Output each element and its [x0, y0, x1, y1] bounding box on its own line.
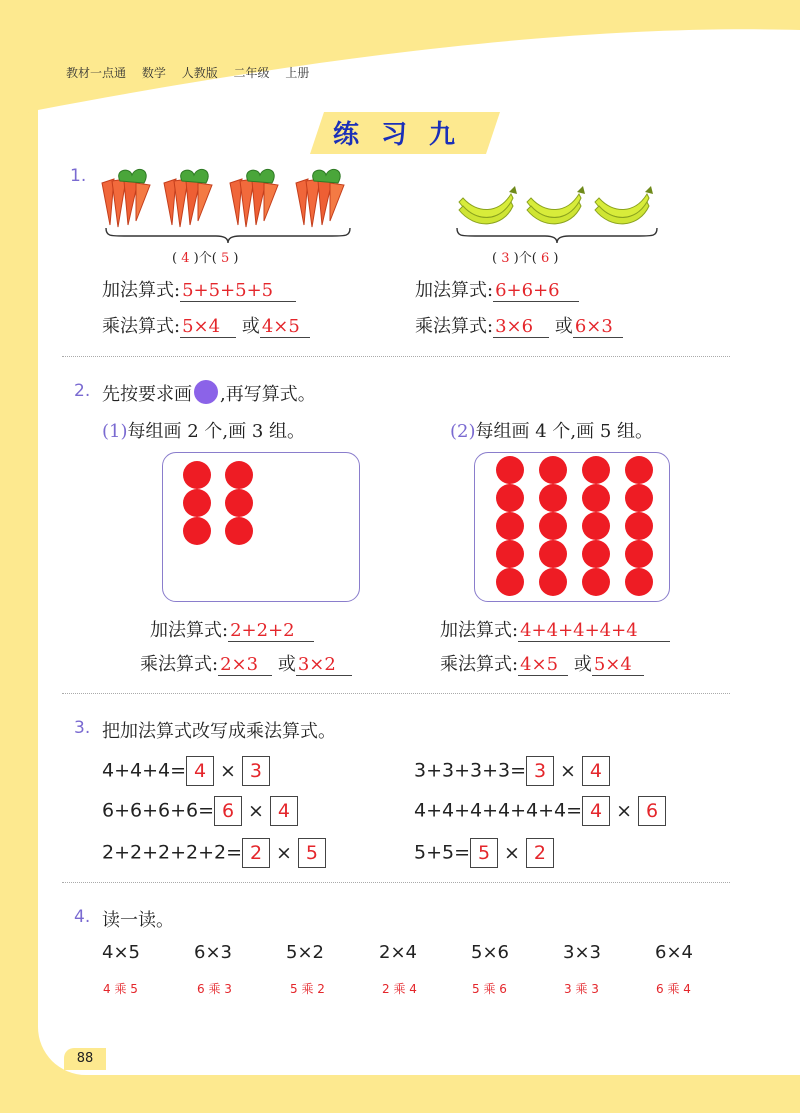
drawn-dot [183, 517, 211, 545]
drawn-dot [183, 461, 211, 489]
question-number: 3. [74, 718, 91, 738]
answer: 5×4 [180, 316, 236, 338]
answer: 6×3 [573, 316, 623, 338]
text: 每组画 4 个,画 5 组。 [475, 421, 654, 442]
subquestion-1 [102, 417, 305, 443]
header-item: 上册 [285, 66, 310, 80]
addition-expression: 5+5= [414, 841, 471, 864]
drawn-dot [582, 568, 610, 596]
answer-groups: 3 [501, 251, 510, 266]
drawn-dot [225, 517, 253, 545]
sub-number: (2) [450, 421, 476, 442]
or-text: 或 [573, 654, 592, 675]
answer: 2×3 [218, 654, 272, 676]
drawn-dot [582, 456, 610, 484]
section-divider [62, 356, 730, 357]
answer-box: 6 [638, 796, 666, 826]
paren: )个( [193, 251, 217, 266]
question-number: 4. [74, 907, 91, 927]
multiplication-expression: 5×6 [471, 942, 509, 963]
banana-bunch-icon [455, 180, 665, 230]
drawn-dot [625, 512, 653, 540]
drawn-dot [539, 484, 567, 512]
drawn-dot [625, 456, 653, 484]
drawn-dot [183, 489, 211, 517]
or-text: 或 [554, 316, 573, 337]
reading-answer: 5 乘 2 [290, 982, 325, 996]
header-item: 数学 [141, 66, 166, 80]
q1-right-add [415, 276, 579, 302]
label: 加法算式: [415, 280, 494, 301]
conversion-item [102, 838, 326, 868]
answer-box: 3 [526, 756, 554, 786]
times-sign: × [616, 799, 632, 822]
conversion-item [102, 796, 298, 826]
answer-box: 4 [270, 796, 298, 826]
q1-left-mul [102, 312, 310, 338]
text: 每组画 2 个,画 3 组。 [127, 421, 306, 442]
multiplication-expression: 6×4 [655, 942, 693, 963]
reading-answer: 6 乘 3 [197, 982, 232, 996]
times-sign: × [248, 799, 264, 822]
multiplication-expression: 5×2 [286, 942, 324, 963]
answer: 4×5 [260, 316, 310, 338]
answer-groups: 4 [181, 251, 190, 266]
q2-1-mul [140, 650, 352, 676]
addition-expression: 6+6+6+6= [102, 799, 215, 822]
answer: 4+4+4+4+4 [518, 620, 670, 642]
paren: )个( [513, 251, 537, 266]
answer-box: 2 [526, 838, 554, 868]
multiplication-expression: 3×3 [563, 942, 601, 963]
or-text: 或 [241, 316, 260, 337]
q1-left-add [102, 276, 296, 302]
carrot-bunch-icon [100, 165, 360, 231]
times-sign: × [276, 841, 292, 864]
q1-right-mul [415, 312, 623, 338]
reading-answer: 4 乘 5 [103, 982, 138, 996]
question-text [102, 380, 316, 406]
drawn-dot [496, 540, 524, 568]
q2-2-add [440, 616, 670, 642]
question-number: 2. [74, 381, 91, 401]
drawn-dot [539, 568, 567, 596]
drawn-dot [625, 484, 653, 512]
multiplication-expression: 2×4 [379, 942, 417, 963]
answer: 4×5 [518, 654, 568, 676]
conversion-item [414, 838, 554, 868]
page-title: 练习九 [332, 120, 477, 150]
paren: ( [172, 251, 178, 266]
multiplication-expression: 4×5 [102, 942, 140, 963]
drawn-dot [625, 540, 653, 568]
answer: 2+2+2 [228, 620, 314, 642]
conversion-item [414, 796, 666, 826]
drawn-dot [539, 512, 567, 540]
answer: 5+5+5+5 [180, 280, 296, 302]
label: 加法算式: [150, 620, 229, 641]
reading-answer: 5 乘 6 [472, 982, 507, 996]
left-brace [104, 226, 352, 244]
drawn-dot [582, 512, 610, 540]
answer-box: 5 [470, 838, 498, 868]
right-brace [455, 226, 659, 244]
q2-2-mul [440, 650, 644, 676]
label: 乘法算式: [440, 654, 519, 675]
text: ,再写算式。 [220, 384, 316, 405]
answer-per-group: 5 [220, 251, 230, 266]
conversion-item [414, 756, 610, 786]
label: 加法算式: [440, 620, 519, 641]
page-number: 88 [64, 1048, 106, 1070]
times-sign: × [220, 759, 236, 782]
drawn-dot [539, 540, 567, 568]
answer: 3×2 [296, 654, 352, 676]
addition-expression: 3+3+3+3= [414, 759, 527, 782]
top-wave-decoration [0, 0, 800, 115]
reading-answer: 6 乘 4 [656, 982, 691, 996]
reading-answer: 3 乘 3 [564, 982, 599, 996]
paren: ( [492, 251, 498, 266]
answer-box: 4 [582, 756, 610, 786]
group-count-left [172, 247, 238, 266]
addition-expression: 4+4+4+4+4+4= [414, 799, 583, 822]
answer: 6+6+6 [493, 280, 579, 302]
answer-box: 2 [242, 838, 270, 868]
text: 先按要求画 [102, 384, 192, 405]
drawn-dot [225, 489, 253, 517]
answer-box: 4 [186, 756, 214, 786]
or-text: 或 [277, 654, 296, 675]
drawn-dot [496, 512, 524, 540]
section-divider [62, 882, 730, 883]
addition-expression: 2+2+2+2+2= [102, 841, 243, 864]
answer-box: 3 [242, 756, 270, 786]
header-item: 教材一点通 [66, 66, 127, 80]
paren: ) [553, 251, 559, 266]
label: 加法算式: [102, 280, 181, 301]
question-text: 读一读。 [102, 910, 174, 931]
multiplication-expression: 6×3 [194, 942, 232, 963]
question-number: 1. [70, 166, 87, 186]
answer: 3×6 [493, 316, 549, 338]
drawn-dot [496, 568, 524, 596]
answer: 5×4 [592, 654, 644, 676]
subquestion-2 [450, 417, 653, 443]
times-sign: × [560, 759, 576, 782]
sub-number: (1) [102, 421, 128, 442]
addition-expression: 4+4+4= [102, 759, 187, 782]
book-header [66, 64, 321, 81]
label: 乘法算式: [415, 316, 494, 337]
paren: ) [233, 251, 239, 266]
group-count-right [492, 247, 558, 266]
drawn-dot [539, 456, 567, 484]
answer-box: 6 [214, 796, 242, 826]
times-sign: × [504, 841, 520, 864]
answer-per-group: 6 [540, 251, 550, 266]
drawn-dot [625, 568, 653, 596]
reading-answer: 2 乘 4 [382, 982, 417, 996]
label: 乘法算式: [102, 316, 181, 337]
conversion-item [102, 756, 270, 786]
answer-box: 4 [582, 796, 610, 826]
question-text: 把加法算式改写成乘法算式。 [102, 721, 336, 742]
drawn-dot [225, 461, 253, 489]
drawn-dot [496, 456, 524, 484]
header-item: 二年级 [233, 66, 270, 80]
header-item: 人教版 [181, 66, 218, 80]
purple-dot-icon [194, 380, 218, 404]
section-divider [62, 693, 730, 694]
answer-box: 5 [298, 838, 326, 868]
drawn-dot [496, 484, 524, 512]
drawn-dot [582, 484, 610, 512]
q2-1-add [150, 616, 314, 642]
drawn-dot [582, 540, 610, 568]
label: 乘法算式: [140, 654, 219, 675]
